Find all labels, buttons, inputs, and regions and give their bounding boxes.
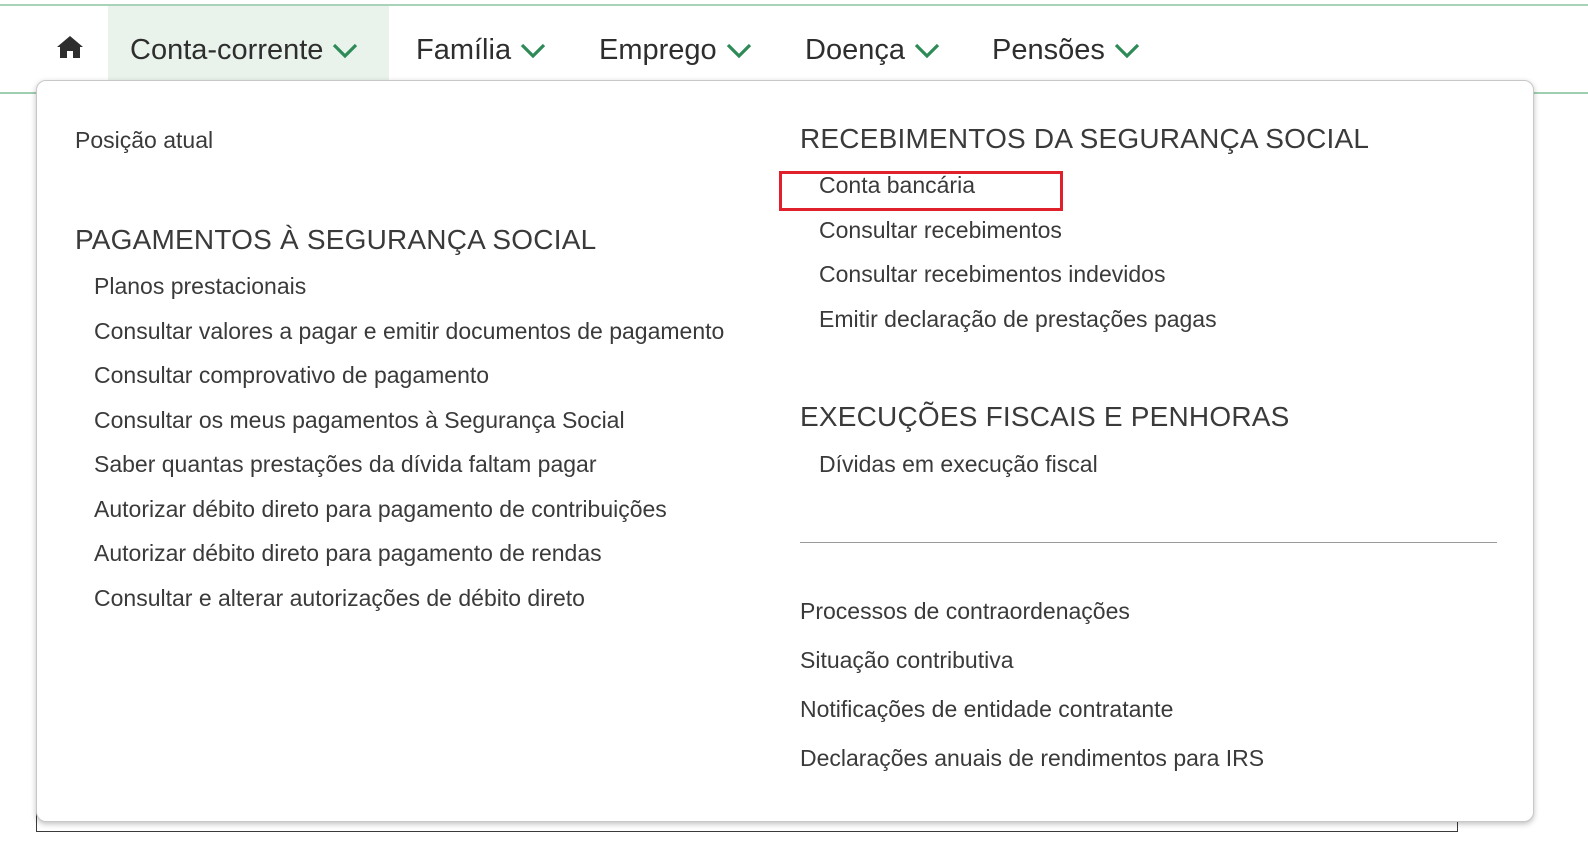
menu-link-consultar-recebimentos[interactable]: Consultar recebimentos <box>819 216 1062 243</box>
dropdown-menu-panel <box>36 80 1534 822</box>
menu-divider <box>800 542 1497 543</box>
menu-link-dividas-execucao[interactable]: Dívidas em execução fiscal <box>819 451 1098 477</box>
menu-link-declaracao-prestacoes[interactable]: Emitir declaração de prestações pagas <box>819 305 1217 332</box>
executions-list <box>819 442 1098 487</box>
nav-pensoes-label: Pensões <box>992 33 1105 66</box>
section-title-pagamentos: PAGAMENTOS À SEGURANÇA SOCIAL <box>75 224 597 255</box>
menu-link-consultar-comprovativo[interactable]: Consultar comprovativo de pagamento <box>94 362 490 388</box>
menu-link-posicao-atual[interactable]: Posição atual <box>75 127 214 153</box>
section-title-recebimentos: RECEBIMENTOS DA SEGURANÇA SOCIAL <box>800 123 1370 154</box>
chevron-down-icon <box>331 40 359 60</box>
menu-link-consultar-valores-a-pagar[interactable]: Consultar valores a pagar e emitir documentos de pagamento <box>94 317 725 344</box>
chevron-down-icon <box>913 40 941 60</box>
home-icon <box>56 34 84 67</box>
menu-link-contraordenacoes[interactable]: Processos de contraordenações <box>800 598 1130 624</box>
menu-link-recebimentos-indevidos[interactable]: Consultar recebimentos indevidos <box>819 261 1166 287</box>
payments-list <box>94 264 724 620</box>
menu-link-notificacoes[interactable]: Notificações de entidade contratante <box>800 696 1174 722</box>
menu-link-consultar-meus-pagamentos[interactable]: Consultar os meus pagamentos à Segurança Social <box>94 406 625 433</box>
menu-link-planos-prestacionais[interactable]: Planos prestacionais <box>94 273 307 299</box>
chevron-down-icon <box>519 40 547 60</box>
nav-familia-label: Família <box>416 33 512 66</box>
menu-link-situacao-contributiva[interactable]: Situação contributiva <box>800 647 1014 673</box>
section-title-execucoes: EXECUÇÕES FISCAIS E PENHORAS <box>800 401 1290 432</box>
nav-doenca-label: Doença <box>805 33 905 66</box>
menu-link-declaracoes-irs[interactable]: Declarações anuais de rendimentos para IRS <box>800 745 1265 771</box>
nav-emprego-label: Emprego <box>599 33 717 66</box>
menu-link-conta-bancaria[interactable]: Conta bancária <box>819 172 975 198</box>
chevron-down-icon <box>725 40 753 60</box>
highlight-annotation-box <box>779 171 1063 211</box>
chevron-down-icon <box>1113 40 1141 60</box>
menu-link-prestacoes-divida[interactable]: Saber quantas prestações da dívida faltam pagar <box>94 451 597 477</box>
menu-link-debito-contribuicoes[interactable]: Autorizar débito direto para pagamento de contribuições <box>94 495 667 522</box>
nav-conta-corrente-label: Conta-corrente <box>130 33 324 66</box>
other-links-list <box>800 587 1264 783</box>
menu-link-alterar-autorizacoes[interactable]: Consultar e alterar autorizações de débito direto <box>94 584 585 611</box>
menu-link-debito-rendas[interactable]: Autorizar débito direto para pagamento de rendas <box>94 540 602 566</box>
